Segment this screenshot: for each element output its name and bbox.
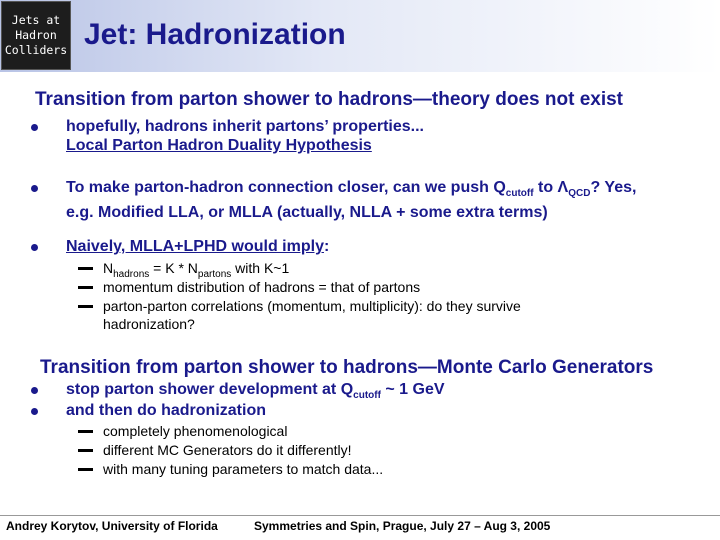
bullet-text: to Λ bbox=[533, 179, 569, 196]
footer-divider bbox=[0, 515, 720, 516]
subscript: hadrons bbox=[113, 268, 150, 280]
bullet-text: ? Yes, bbox=[590, 179, 637, 196]
bullet-text-underlined: Local Parton Hadron Duality Hypothesis bbox=[66, 137, 372, 154]
subscript: cutoff bbox=[353, 390, 381, 402]
bullet-dot-icon bbox=[31, 244, 38, 251]
bullet-dot-icon bbox=[31, 124, 38, 131]
logo-line-3: Colliders bbox=[4, 43, 68, 57]
dash-icon bbox=[78, 449, 93, 452]
course-logo bbox=[1, 1, 71, 70]
bullet-text: hopefully, hadrons inherit partons’ properties... bbox=[66, 118, 424, 135]
logo-line-2: Hadron bbox=[15, 28, 57, 42]
bullet-dot-icon bbox=[31, 408, 38, 415]
footer-event: Symmetries and Spin, Prague, July 27 – Aug 3, 2005 bbox=[254, 519, 551, 533]
dash-icon bbox=[78, 468, 93, 471]
footer-author: Andrey Korytov, University of Florida bbox=[6, 519, 218, 533]
bullet-text: e.g. Modified LLA, or MLLA (actually, NLLA + some extra terms) bbox=[66, 204, 548, 222]
subscript: partons bbox=[197, 268, 232, 280]
subscript: cutoff bbox=[505, 188, 534, 200]
subscript: QCD bbox=[568, 188, 591, 200]
bullet-dot-icon bbox=[31, 185, 38, 192]
dash-icon bbox=[78, 286, 93, 289]
dash-icon bbox=[78, 430, 93, 433]
bullet-text-underlined: Naively, MLLA+LPHD would imply bbox=[66, 238, 324, 255]
bullet-dot-icon bbox=[31, 387, 38, 394]
slide-title: Jet: Hadronization bbox=[84, 18, 346, 51]
dash-icon bbox=[78, 305, 93, 308]
section2-heading: Transition from parton shower to hadrons—Monte Carlo Generators bbox=[40, 357, 654, 378]
dash-icon bbox=[78, 267, 93, 270]
bullet-text: To make parton-hadron connection closer, can we push Q bbox=[66, 179, 506, 196]
logo-line-1: Jets at bbox=[11, 13, 61, 27]
section1-heading: Transition from parton shower to hadrons—theory does not exist bbox=[35, 89, 624, 110]
header-band bbox=[0, 0, 720, 72]
bullet-text: : bbox=[323, 238, 330, 255]
